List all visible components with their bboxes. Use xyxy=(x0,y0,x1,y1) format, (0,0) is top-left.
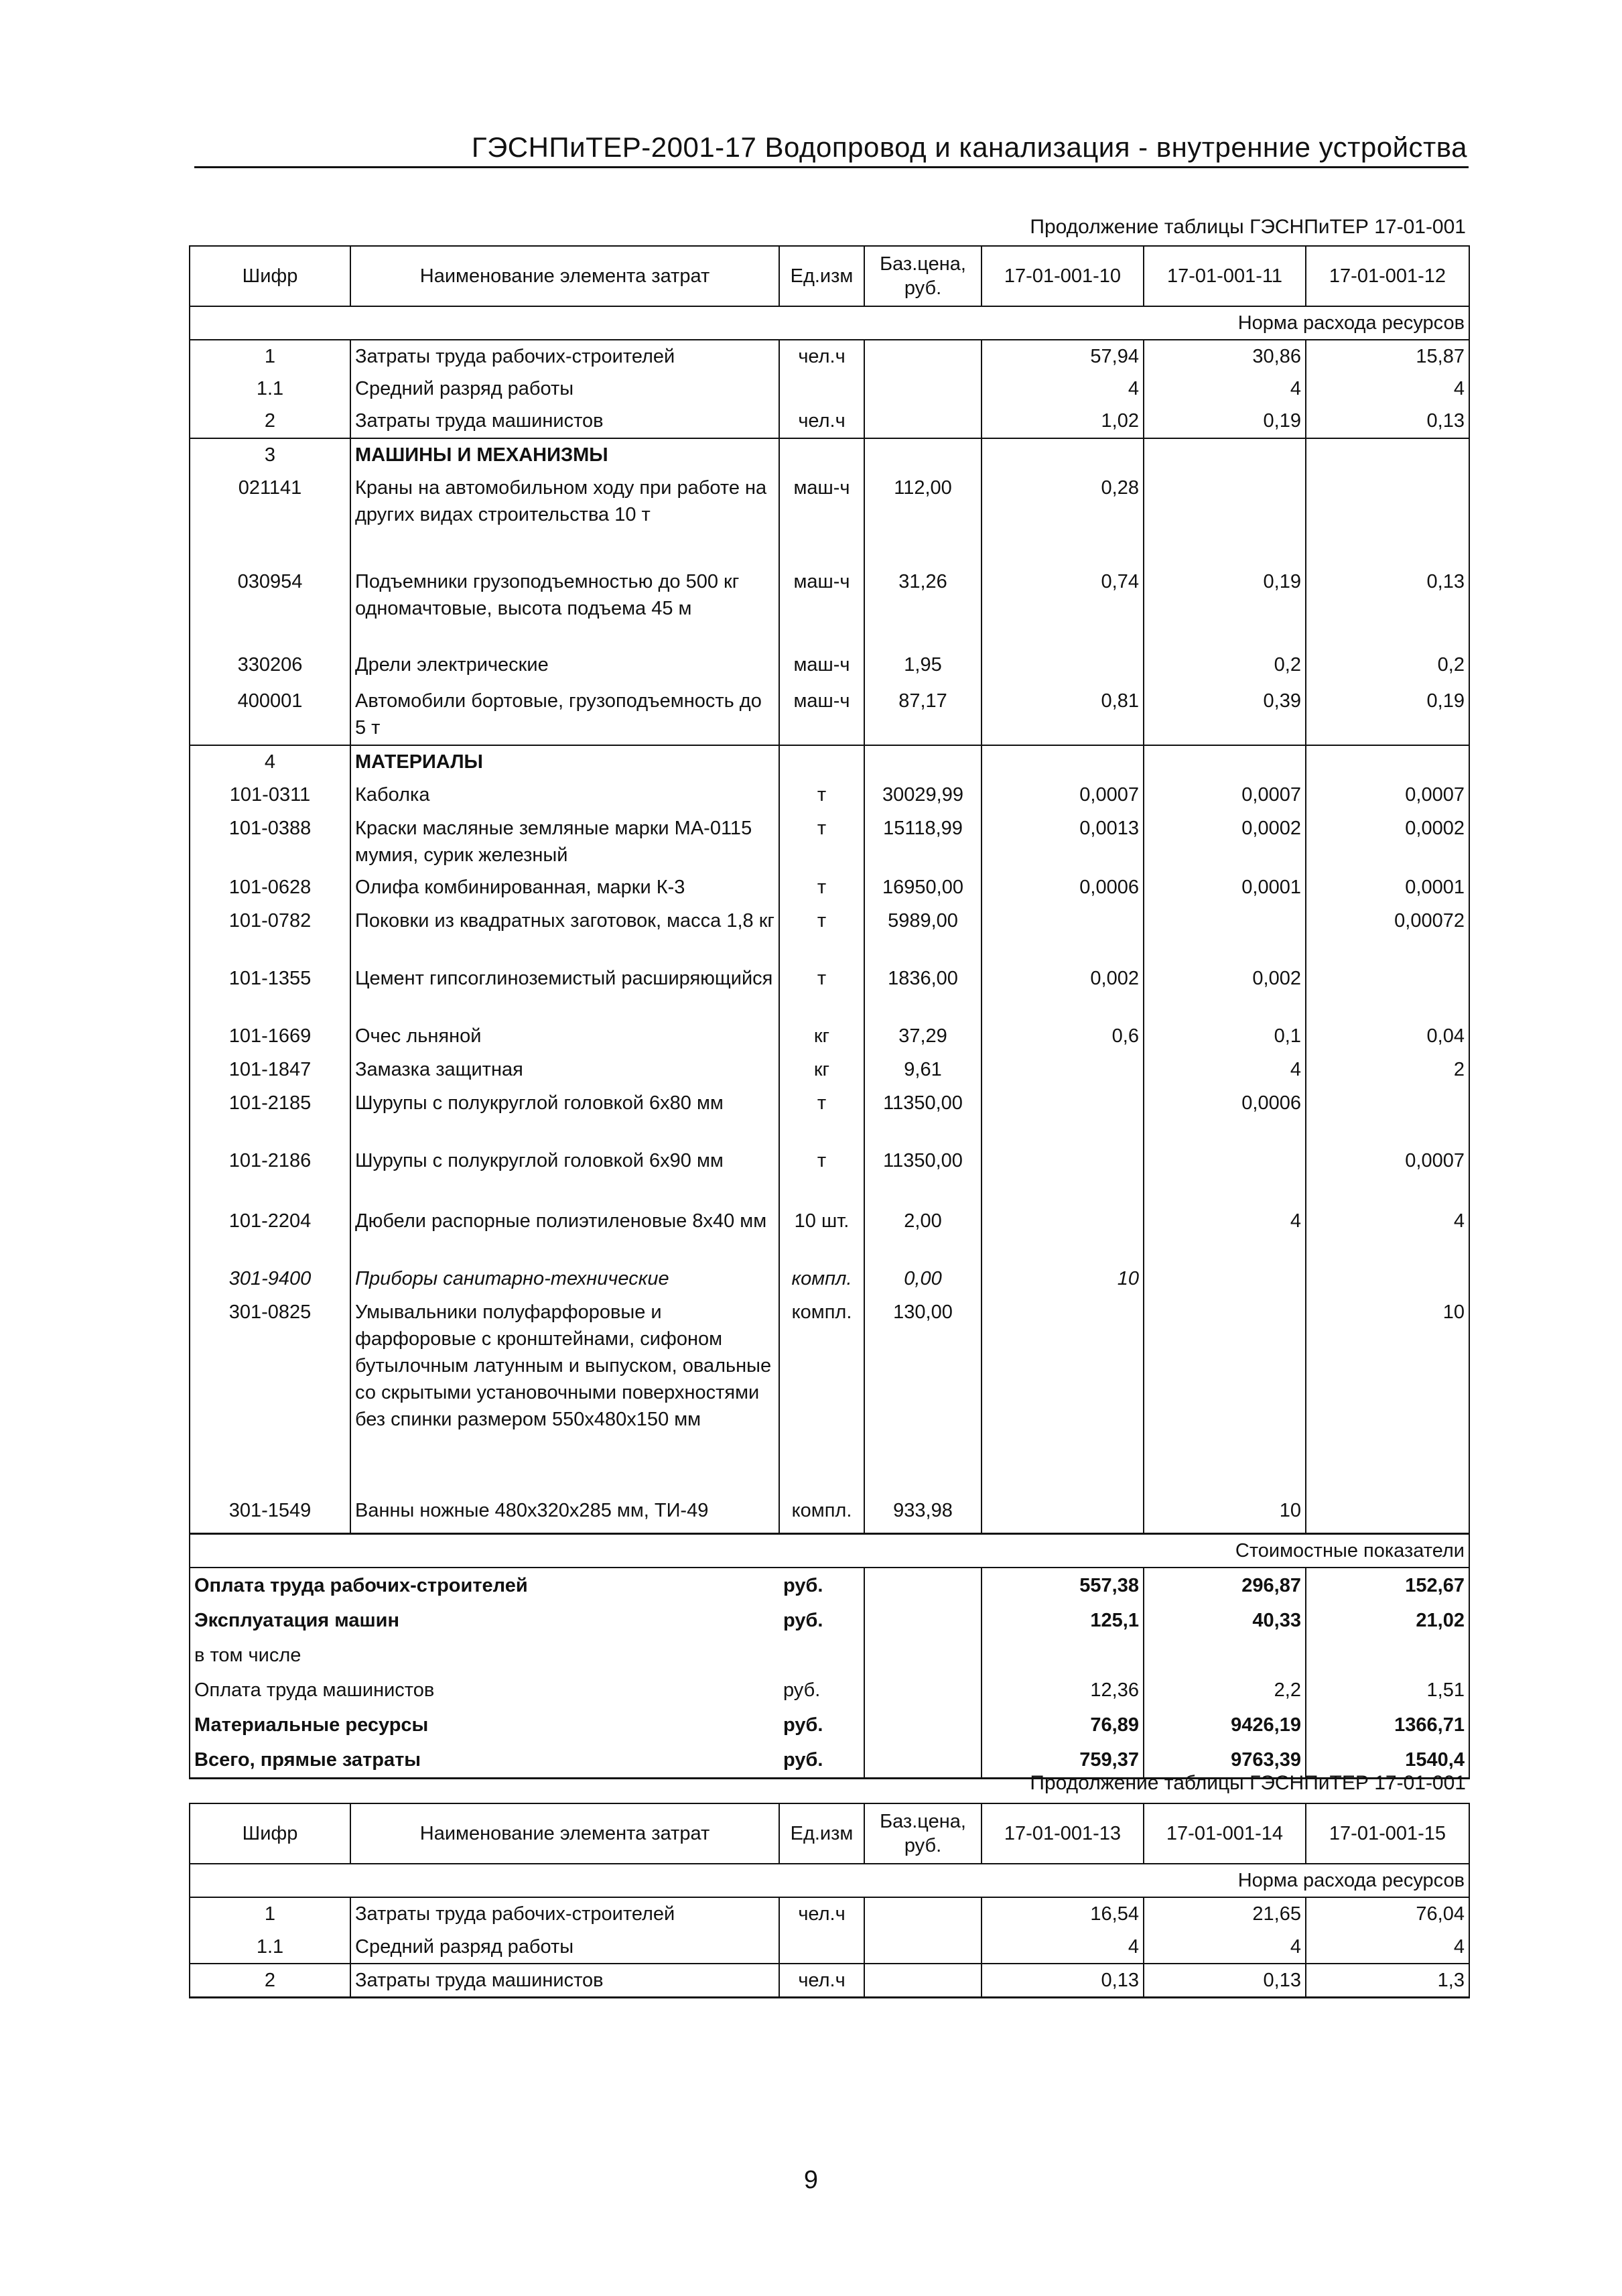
cell-value: 4 xyxy=(1306,1205,1469,1263)
cell-value: 0,39 xyxy=(1144,685,1306,745)
cell-unit: кг xyxy=(779,1054,864,1087)
summary-row xyxy=(190,1568,1469,1603)
cell-value xyxy=(982,1296,1144,1494)
table1-body xyxy=(190,340,1469,1533)
cell-value xyxy=(1306,438,1469,472)
cell-unit: компл. xyxy=(779,1263,864,1296)
cell-value: 2 xyxy=(1306,1054,1469,1087)
summary-value: 40,33 xyxy=(1144,1603,1306,1638)
cell-name: Олифа комбинированная, марки К-3 xyxy=(350,871,779,905)
summary-value: 152,67 xyxy=(1306,1568,1469,1603)
cell-unit: т xyxy=(779,962,864,1020)
cell-code: 101-1847 xyxy=(190,1054,350,1087)
cell-price xyxy=(864,438,982,472)
cell-price: 87,17 xyxy=(864,685,982,745)
col-code: Шифр xyxy=(190,246,350,306)
cell-name: Затраты труда рабочих-строителей xyxy=(350,1897,779,1931)
summary-value: 1366,71 xyxy=(1306,1708,1469,1742)
cell-unit: т xyxy=(779,871,864,905)
cell-name: Автомобили бортовые, грузоподъемность до 5 т xyxy=(350,685,779,745)
cell-value xyxy=(982,745,1144,779)
table-row xyxy=(190,1145,1469,1205)
cell-name: Средний разряд работы xyxy=(350,1931,779,1964)
table-row xyxy=(190,779,1469,812)
table-row xyxy=(190,1263,1469,1296)
table-row xyxy=(190,1964,1469,1998)
cell-code: 1 xyxy=(190,1897,350,1931)
col-17-01-001-12: 17-01-001-12 xyxy=(1306,246,1469,306)
cell-unit: т xyxy=(779,1145,864,1205)
cell-code: 1.1 xyxy=(190,1931,350,1964)
summary-value: 76,89 xyxy=(982,1708,1144,1742)
summary-unit: руб. xyxy=(779,1673,864,1708)
summary-unit: руб. xyxy=(779,1708,864,1742)
cell-code: 1.1 xyxy=(190,373,350,405)
cell-code: 101-1355 xyxy=(190,962,350,1020)
header-rule xyxy=(194,166,1469,168)
table-row xyxy=(190,812,1469,871)
table-row xyxy=(190,1205,1469,1263)
cell-value: 0,2 xyxy=(1144,649,1306,685)
summary-value: 759,37 xyxy=(982,1742,1144,1779)
summary-row xyxy=(190,1638,1469,1673)
cell-price: 0,00 xyxy=(864,1263,982,1296)
cell-price: 1,95 xyxy=(864,649,982,685)
cell-code: 101-2185 xyxy=(190,1087,350,1145)
summary-value xyxy=(1144,1638,1306,1673)
cell-value: 4 xyxy=(1306,1931,1469,1964)
summary-unit xyxy=(779,1638,864,1673)
table-row xyxy=(190,871,1469,905)
section-norm-label: Норма расхода ресурсов xyxy=(190,1864,1469,1897)
summary-label: Эксплуатация машин xyxy=(190,1603,779,1638)
cell-value xyxy=(1306,962,1469,1020)
cell-code: 400001 xyxy=(190,685,350,745)
table-row xyxy=(190,905,1469,962)
summary-spacer xyxy=(864,1568,982,1603)
col-17-01-001-14: 17-01-001-14 xyxy=(1144,1803,1306,1864)
cell-value: 0,2 xyxy=(1306,649,1469,685)
cell-value: 0,19 xyxy=(1144,405,1306,438)
cell-value: 4 xyxy=(1144,1205,1306,1263)
cell-unit: маш-ч xyxy=(779,566,864,649)
cell-value: 30,86 xyxy=(1144,340,1306,373)
cell-value: 10 xyxy=(1306,1296,1469,1494)
summary-spacer xyxy=(864,1708,982,1742)
cell-unit: чел.ч xyxy=(779,340,864,373)
table-row xyxy=(190,1296,1469,1494)
cell-price: 11350,00 xyxy=(864,1145,982,1205)
summary-value: 9763,39 xyxy=(1144,1742,1306,1779)
summary-value: 2,2 xyxy=(1144,1673,1306,1708)
cell-value xyxy=(982,905,1144,962)
cell-name: Умывальники полуфарфоровые и фарфоровые с кронштейнами, сифоном бутылочным латунным и выпуском, овальные со скрытыми установочными поверхностями без спинки размером 550x480x150 мм xyxy=(350,1296,779,1494)
table1-header-row xyxy=(190,246,1469,306)
cell-unit xyxy=(779,373,864,405)
col-17-01-001-13: 17-01-001-13 xyxy=(982,1803,1144,1864)
cell-name: МАТЕРИАЛЫ xyxy=(350,745,779,779)
cell-unit: т xyxy=(779,779,864,812)
cell-code: 101-2204 xyxy=(190,1205,350,1263)
cell-code: 2 xyxy=(190,405,350,438)
cell-name: Приборы санитарно-технические xyxy=(350,1263,779,1296)
cell-code: 101-0311 xyxy=(190,779,350,812)
table-row xyxy=(190,1931,1469,1964)
table-row xyxy=(190,566,1469,649)
summary-label: Материальные ресурсы xyxy=(190,1708,779,1742)
cell-value: 0,0002 xyxy=(1306,812,1469,871)
summary-spacer xyxy=(864,1638,982,1673)
table2-norm-section-row xyxy=(190,1864,1469,1897)
cell-price: 11350,00 xyxy=(864,1087,982,1145)
cell-price xyxy=(864,340,982,373)
cell-value: 4 xyxy=(1144,1054,1306,1087)
table-row xyxy=(190,1494,1469,1533)
cell-price xyxy=(864,1897,982,1931)
summary-label: Оплата труда машинистов xyxy=(190,1673,779,1708)
cell-code: 301-1549 xyxy=(190,1494,350,1533)
cell-value: 4 xyxy=(982,373,1144,405)
cell-value: 0,81 xyxy=(982,685,1144,745)
cell-value: 57,94 xyxy=(982,340,1144,373)
summary-spacer xyxy=(864,1673,982,1708)
cell-value: 4 xyxy=(1144,373,1306,405)
cell-price: 112,00 xyxy=(864,472,982,566)
cell-value: 0,002 xyxy=(1144,962,1306,1020)
cell-unit: чел.ч xyxy=(779,1964,864,1998)
cell-value: 1,3 xyxy=(1306,1964,1469,1998)
cell-value: 10 xyxy=(982,1263,1144,1296)
cell-unit: маш-ч xyxy=(779,685,864,745)
col-price: Баз.цена, руб. xyxy=(864,1803,982,1864)
summary-unit: руб. xyxy=(779,1742,864,1779)
cell-value: 0,0001 xyxy=(1306,871,1469,905)
cell-code: 3 xyxy=(190,438,350,472)
cell-value xyxy=(982,1054,1144,1087)
cell-value: 0,1 xyxy=(1144,1020,1306,1054)
cell-name: Подъемники грузоподъемностью до 500 кг одномачтовые, высота подъема 45 м xyxy=(350,566,779,649)
cell-value xyxy=(1144,905,1306,962)
cell-value: 0,19 xyxy=(1144,566,1306,649)
cell-name: Шурупы с полукруглой головкой 6x80 мм xyxy=(350,1087,779,1145)
summary-unit: руб. xyxy=(779,1568,864,1603)
table-row xyxy=(190,405,1469,438)
cell-code: 330206 xyxy=(190,649,350,685)
cell-value: 0,0006 xyxy=(1144,1087,1306,1145)
cell-name: Поковки из квадратных заготовок, масса 1,8 кг xyxy=(350,905,779,962)
cell-value xyxy=(1144,745,1306,779)
cell-unit: компл. xyxy=(779,1296,864,1494)
cell-unit: компл. xyxy=(779,1494,864,1533)
table-row xyxy=(190,373,1469,405)
cell-value: 0,0007 xyxy=(982,779,1144,812)
col-price: Баз.цена, руб. xyxy=(864,246,982,306)
cell-code: 1 xyxy=(190,340,350,373)
summary-label: в том числе xyxy=(190,1638,779,1673)
cell-value xyxy=(982,438,1144,472)
summary-value: 1,51 xyxy=(1306,1673,1469,1708)
summary-unit: руб. xyxy=(779,1603,864,1638)
summary-value: 557,38 xyxy=(982,1568,1144,1603)
table1 xyxy=(189,245,1470,1779)
cell-price: 130,00 xyxy=(864,1296,982,1494)
cell-name: Средний разряд работы xyxy=(350,373,779,405)
cell-price xyxy=(864,373,982,405)
cell-name: Замазка защитная xyxy=(350,1054,779,1087)
cell-unit: 10 шт. xyxy=(779,1205,864,1263)
cell-price xyxy=(864,1931,982,1964)
page-number: 9 xyxy=(803,2166,819,2194)
cell-value xyxy=(982,1494,1144,1533)
cell-value: 0,6 xyxy=(982,1020,1144,1054)
cell-value: 16,54 xyxy=(982,1897,1144,1931)
cell-value: 0,13 xyxy=(1144,1964,1306,1998)
cell-name: Дрели электрические xyxy=(350,649,779,685)
cell-code: 021141 xyxy=(190,472,350,566)
summary-spacer xyxy=(864,1742,982,1779)
summary-value: 12,36 xyxy=(982,1673,1144,1708)
table2 xyxy=(189,1803,1470,1998)
cell-value: 0,19 xyxy=(1306,685,1469,745)
summary-value: 1540,4 xyxy=(1306,1742,1469,1779)
cell-price: 933,98 xyxy=(864,1494,982,1533)
cell-price: 9,61 xyxy=(864,1054,982,1087)
cell-value: 10 xyxy=(1144,1494,1306,1533)
table1-cost-section-row xyxy=(190,1533,1469,1568)
table-row xyxy=(190,1087,1469,1145)
table-row xyxy=(190,649,1469,685)
table1-norm-section-row xyxy=(190,306,1469,340)
cell-name: Краны на автомобильном ходу при работе на других видах строительства 10 т xyxy=(350,472,779,566)
cell-name: Очес льняной xyxy=(350,1020,779,1054)
summary-label: Оплата труда рабочих-строителей xyxy=(190,1568,779,1603)
cell-value: 0,0007 xyxy=(1306,1145,1469,1205)
cell-price: 1836,00 xyxy=(864,962,982,1020)
col-code: Шифр xyxy=(190,1803,350,1864)
summary-row xyxy=(190,1708,1469,1742)
cell-unit: т xyxy=(779,905,864,962)
table-row xyxy=(190,472,1469,566)
cell-value xyxy=(982,1205,1144,1263)
summary-row xyxy=(190,1673,1469,1708)
summary-value: 9426,19 xyxy=(1144,1708,1306,1742)
cell-price: 31,26 xyxy=(864,566,982,649)
cell-name: Каболка xyxy=(350,779,779,812)
cell-value xyxy=(1144,1263,1306,1296)
cell-name: МАШИНЫ И МЕХАНИЗМЫ xyxy=(350,438,779,472)
cell-code: 101-0628 xyxy=(190,871,350,905)
col-unit: Ед.изм xyxy=(779,1803,864,1864)
cell-value xyxy=(1306,472,1469,566)
table1-caption: Продолжение таблицы ГЭСНПиТЕР 17-01-001 xyxy=(1030,216,1466,238)
cell-price: 37,29 xyxy=(864,1020,982,1054)
summary-value: 296,87 xyxy=(1144,1568,1306,1603)
cell-code: 030954 xyxy=(190,566,350,649)
table-row xyxy=(190,340,1469,373)
cell-name: Цемент гипсоглиноземистый расширяющийся xyxy=(350,962,779,1020)
table1-summary xyxy=(190,1568,1469,1779)
cell-value xyxy=(1144,472,1306,566)
cell-unit: чел.ч xyxy=(779,405,864,438)
cell-value: 0,0013 xyxy=(982,812,1144,871)
col-name: Наименование элемента затрат xyxy=(350,246,779,306)
cell-value: 0,0006 xyxy=(982,871,1144,905)
section-cost-label: Стоимостные показатели xyxy=(190,1533,1469,1568)
summary-value xyxy=(1306,1638,1469,1673)
cell-value xyxy=(1306,745,1469,779)
summary-label: Всего, прямые затраты xyxy=(190,1742,779,1779)
cell-unit: маш-ч xyxy=(779,649,864,685)
col-17-01-001-11: 17-01-001-11 xyxy=(1144,246,1306,306)
cell-name: Ванны ножные 480x320x285 мм, ТИ-49 xyxy=(350,1494,779,1533)
cell-value xyxy=(1306,1263,1469,1296)
cell-value: 0,002 xyxy=(982,962,1144,1020)
cell-unit: чел.ч xyxy=(779,1897,864,1931)
cell-value xyxy=(1306,1494,1469,1533)
cell-price xyxy=(864,745,982,779)
cell-value: 4 xyxy=(982,1931,1144,1964)
cell-value: 0,0007 xyxy=(1144,779,1306,812)
cell-value xyxy=(1306,1087,1469,1145)
cell-price: 15118,99 xyxy=(864,812,982,871)
cell-value xyxy=(1144,1145,1306,1205)
section-norm-label: Норма расхода ресурсов xyxy=(190,306,1469,340)
cell-value: 0,28 xyxy=(982,472,1144,566)
cell-value xyxy=(982,1087,1144,1145)
cell-value: 0,13 xyxy=(982,1964,1144,1998)
cell-code: 101-1669 xyxy=(190,1020,350,1054)
table2-caption: Продолжение таблицы ГЭСНПиТЕР 17-01-001 xyxy=(1030,1772,1466,1794)
col-unit: Ед.изм xyxy=(779,246,864,306)
cell-code: 101-0782 xyxy=(190,905,350,962)
cell-price: 16950,00 xyxy=(864,871,982,905)
cell-name: Шурупы с полукруглой головкой 6x90 мм xyxy=(350,1145,779,1205)
cell-name: Краски масляные земляные марки МА-0115 мумия, сурик железный xyxy=(350,812,779,871)
cell-unit: т xyxy=(779,812,864,871)
cell-name: Затраты труда машинистов xyxy=(350,405,779,438)
cell-value: 21,65 xyxy=(1144,1897,1306,1931)
cell-code: 301-9400 xyxy=(190,1263,350,1296)
cell-value: 0,0007 xyxy=(1306,779,1469,812)
summary-value xyxy=(982,1638,1144,1673)
col-17-01-001-15: 17-01-001-15 xyxy=(1306,1803,1469,1864)
cell-value xyxy=(1144,438,1306,472)
table-row xyxy=(190,685,1469,745)
col-name: Наименование элемента затрат xyxy=(350,1803,779,1864)
cell-value: 0,00072 xyxy=(1306,905,1469,962)
cell-price xyxy=(864,405,982,438)
cell-code: 301-0825 xyxy=(190,1296,350,1494)
col-17-01-001-10: 17-01-001-10 xyxy=(982,246,1144,306)
cell-name: Затраты труда рабочих-строителей xyxy=(350,340,779,373)
table-row xyxy=(190,438,1469,472)
cell-name: Затраты труда машинистов xyxy=(350,1964,779,1998)
cell-value: 0,13 xyxy=(1306,405,1469,438)
cell-value: 0,0002 xyxy=(1144,812,1306,871)
summary-row xyxy=(190,1603,1469,1638)
cell-unit xyxy=(779,1931,864,1964)
cell-price: 2,00 xyxy=(864,1205,982,1263)
cell-unit: маш-ч xyxy=(779,472,864,566)
cell-code: 101-2186 xyxy=(190,1145,350,1205)
summary-value: 21,02 xyxy=(1306,1603,1469,1638)
cell-price: 30029,99 xyxy=(864,779,982,812)
cell-value xyxy=(982,649,1144,685)
table-row xyxy=(190,745,1469,779)
table2-body xyxy=(190,1897,1469,1998)
cell-price: 5989,00 xyxy=(864,905,982,962)
cell-code: 4 xyxy=(190,745,350,779)
table-row xyxy=(190,1054,1469,1087)
table-row xyxy=(190,1020,1469,1054)
table-row xyxy=(190,1897,1469,1931)
running-header: ГЭСНПиТЕР-2001-17 Водопровод и канализация - внутренние устройства xyxy=(471,131,1467,163)
cell-unit: т xyxy=(779,1087,864,1145)
table-row xyxy=(190,962,1469,1020)
cell-value: 0,74 xyxy=(982,566,1144,649)
cell-unit: кг xyxy=(779,1020,864,1054)
summary-spacer xyxy=(864,1603,982,1638)
table2-header-row xyxy=(190,1803,1469,1864)
cell-unit xyxy=(779,438,864,472)
cell-name: Дюбели распорные полиэтиленовые 8x40 мм xyxy=(350,1205,779,1263)
cell-code: 101-0388 xyxy=(190,812,350,871)
cell-value: 15,87 xyxy=(1306,340,1469,373)
cell-value: 0,0001 xyxy=(1144,871,1306,905)
cell-unit xyxy=(779,745,864,779)
cell-value: 4 xyxy=(1144,1931,1306,1964)
cell-value: 0,04 xyxy=(1306,1020,1469,1054)
cell-value xyxy=(1144,1296,1306,1494)
cell-value xyxy=(982,1145,1144,1205)
cell-value: 4 xyxy=(1306,373,1469,405)
cell-value: 76,04 xyxy=(1306,1897,1469,1931)
cell-value: 0,13 xyxy=(1306,566,1469,649)
summary-value: 125,1 xyxy=(982,1603,1144,1638)
cell-code: 2 xyxy=(190,1964,350,1998)
cell-value: 1,02 xyxy=(982,405,1144,438)
cell-price xyxy=(864,1964,982,1998)
